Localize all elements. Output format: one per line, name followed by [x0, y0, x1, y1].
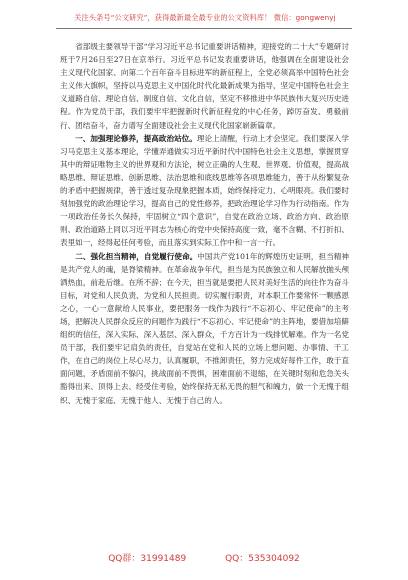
paragraph-text: 省部级主要领导干部“学习习近平总书记重要讲话精神，迎接党的二十大”专题研讨班于7月26日至27日在京举行。习近平总书记发表重要讲话，他强调在全面建设社会主义现代化国家、向第二个百年奋斗目标进军的新征程上，全党必须高举中国特色社会主义伟大旗帜，坚持以马克思主义中国化时代化最新成果为指导，坚定中国特色社会主义道路自信、理论自信、制度自信、文化自信，坚定不移推进中华民族伟大复兴历史进程。作为党员干部，我们要牢牢把握新时代新征程党的中心任务，踔厉奋发、勇毅前行、团结奋斗，奋力谱写全面建设社会主义现代化国家崭新篇章。 [60, 42, 349, 130]
section-2-paragraph [60, 250, 349, 407]
footer-qq: QQ：535304092 [225, 554, 300, 564]
paragraph-text: 理论上清醒，行动上才会坚定。我们要深入学习马克思主义基本理论，学懂弄通做实习近平新时代中国特色社会主义思想，掌握贯穿其中的辩证唯物主义的世界观和方法论，树立正确的人生观、世界观、价值观，提高战略思维、辩证思维、创新思维、法治思维和底线思维等各项思维能力，善于从纷繁复杂的矛盾中把握规律，善于透过复杂现象把握本质，始终保持定力、心明眼亮。我们要时刻加强党的政治理论学习，提高自己的党性修养，把政治理论学习作为行动指南。作为一项政治任务长久保持，牢固树立“四个意识”，自觉在政治立场、政治方向、政治原则、政治道路上同以习近平同志为核心的党中央保持高度一致，毫不含糊、不打折扣、表里如一，经得起任何考验，而且落实到实际工作中和一言一行。 [60, 133, 350, 248]
section-1-heading: 一、加强理论修养，提高政治站位。 [75, 133, 197, 143]
footer [0, 551, 408, 564]
header-banner: 关注头条号“公文研究”，获得最新最全最专业的公文资料库！ 微信：gongwenyj [74, 13, 336, 22]
header-divider [56, 28, 352, 29]
section-2-heading: 二、强化担当精神，自觉履行使命。 [75, 251, 198, 261]
section-1-paragraph [60, 132, 349, 250]
intro-paragraph [60, 40, 349, 132]
footer-qq-group: QQ群：31991489 [108, 554, 187, 564]
paragraph-text: 中国共产党101年的辉煌历史证明，担当精神是共产党人的魂，是脊梁精神。在革命战争年代，担当是为民族独立和人民解放抛头颅洒热血，前赴后继。在所不辞；在今天，担当就是要把人民对美好生活的向往作为奋斗目标，对党和人民负责、为党和人民担责。切实履行职责，对本职工作要常怀一颗感恩之心，一心一意献给人民事业，要把服务一线作为践行“不忘初心、牢记使命”的主考场，把解决人民群众反应的问题作为践行“不忘初心、牢记使命”的主阵地，要借加培僻组织的信任，深入实际、深入基层、深入群众，千方百计为一线排忧解难。作为一名党员干部，我们要牢记肩负的责任，自觉站在党和人民的立场上想问题、办事情、干工作，在自己的岗位上尽心尽力，认真履职，不推卸责任，努力完成好每件工作，敢于直面问题，矛盾面前不躲闪，挑战面前不畏惧，困难面前不退缩，在关键时刻和危急关头豁得出来、顶得上去、经受住考验，始终保持无私无畏的胆气和魄力，做一个无愧于组织、无愧于家庭、无愧于他人、无愧于自己的人。 [60, 251, 349, 405]
document-body [60, 40, 349, 407]
